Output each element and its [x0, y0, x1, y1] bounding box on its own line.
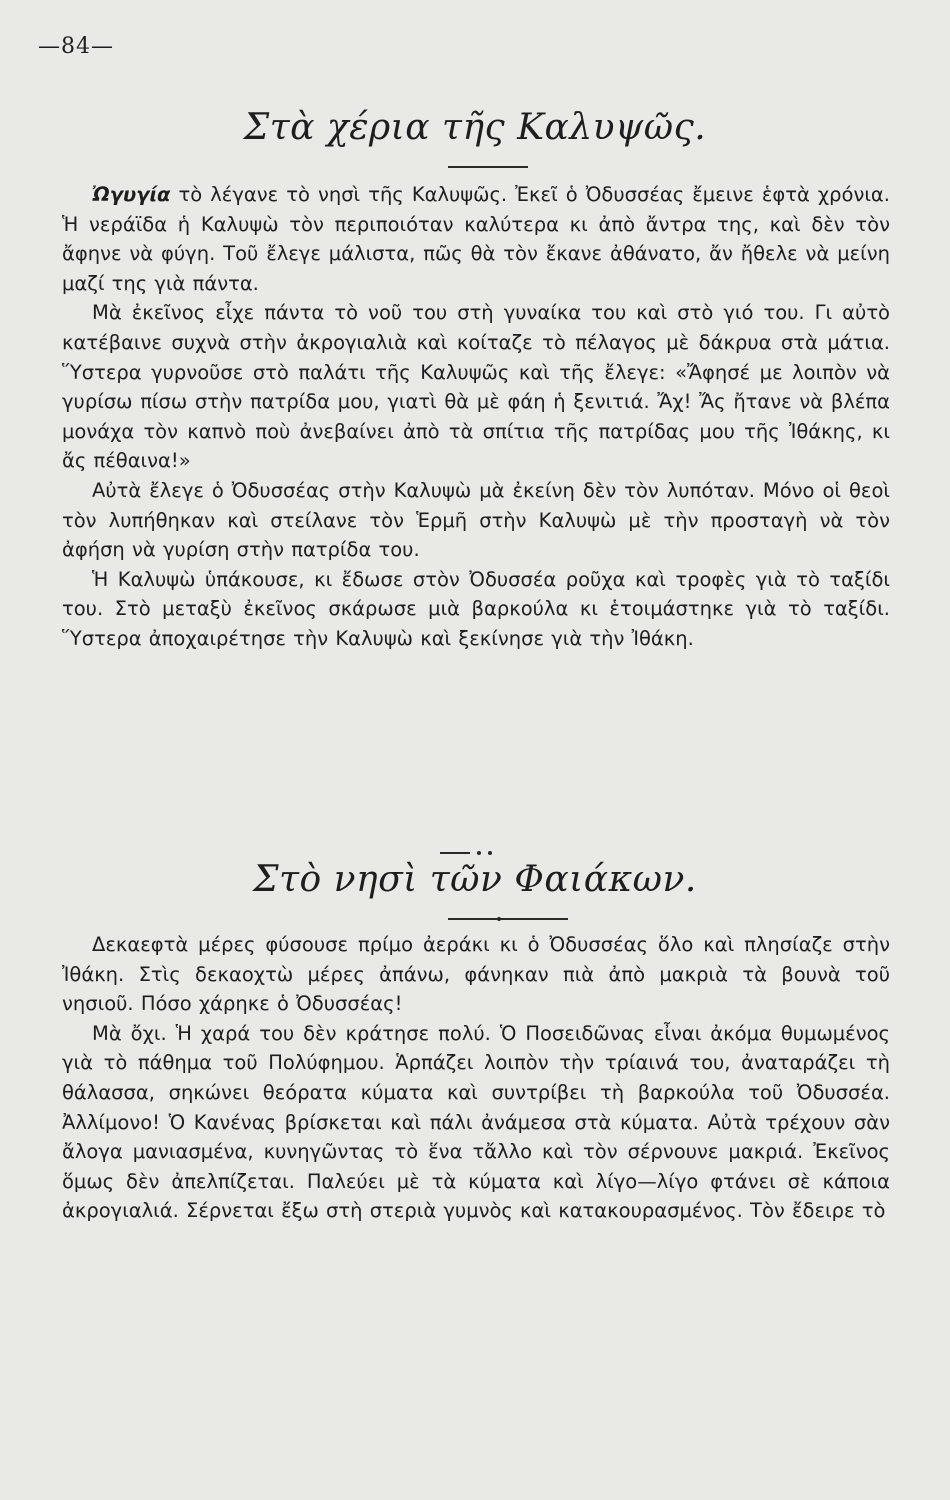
paragraph-text: Μὰ ἐκεῖνος εἶχε πάντα τὸ νοῦ του στὴ γυναίκα του καὶ στὸ γιό του. Γι αὐτὸ κατέβαινε συχνὰ στὴν ἀκρογιαλιὰ καὶ κοίταζε τὸ πέλαγος μὲ δάκρυα στὰ μάτια. Ὕστερα γυρνοῦσε στὸ παλάτι τῆς Καλυψῶς καὶ τῆς ἔλεγε: «Ἄφησέ με λοιπὸν νὰ γυρίσω πίσω στὴν πατρίδα μου, γιατὶ θὰ μὲ φάη ἡ ξενιτιά. Ἄχ! Ἄς ἤτανε νὰ βλέπα μονάχα τὸν καπνὸ ποὺ ἀνεβαίνει ἀπὸ τὰ σπίτια τῆς πατρίδας μου τῆς Ἰθάκης, κι ἄς πέθαινα!» [62, 301, 890, 473]
paragraph [62, 565, 890, 654]
paragraph [62, 930, 890, 1019]
section-calypso-body [62, 180, 890, 654]
section-heading-phaeacians: Στὸ νησὶ τῶν Φαιάκων. [253, 859, 697, 900]
section-phaeacians-body [62, 930, 890, 1226]
paragraph [62, 1019, 890, 1226]
lead-word: Ὠγυγία [92, 183, 171, 206]
section-heading-calypso: Στὰ χέρια τῆς Καλυψῶς. [243, 107, 707, 148]
paragraph [62, 476, 890, 565]
heading-underline-rule [448, 166, 528, 168]
paragraph-text: Μὰ ὄχι. Ἡ χαρά του δὲν κράτησε πολύ. Ὁ Ποσειδῶνας εἶναι ἀκόμα θυμωμένος γιὰ τὸ πάθημα τοῦ Πολύφημου. Ἁρπάζει λοιπὸν τὴν τρίαινά του, ἀναταράζει τὴ θάλασσα, σηκώνει θεόρατα κύματα καὶ συντρίβει τὴ βαρκούλα τοῦ Ὀδυσσέα. Ἀλλίμονο! Ὁ Κανένας βρίσκεται καὶ πάλι ἀνάμεσα στὰ κύματα. Αὐτὰ τρέχουν σὰν ἄλογα μανιασμένα, κυνηγῶντας τὸ ἕνα τἄλλο καὶ τὸν σέρνουνε μακριά. Ἐκεῖνος ὅμως δὲν ἀπελπίζεται. Παλεύει μὲ τὰ κύματα καὶ λίγο—λίγο φτάνει σὲ κάποια ἀκρογιαλιά. Σέρνεται ἔξω στὴ στεριὰ γυμνὸς καὶ κατακουρασμένος. Τὸν ἔδειρε τὸ [62, 1021, 890, 1223]
paragraph-text: τὸ λέγανε τὸ νησὶ τῆς Καλυψῶς. Ἐκεῖ ὁ Ὀδυσσέας ἔμεινε ἑφτὰ χρόνια. Ἡ νεράϊδα ἡ Καλυψὼ τὸν περιποιόταν καλύτερα κι ἀπὸ ἄντρα της, καὶ δὲν τὸν ἄφηνε νὰ φύγη. Τοῦ ἔλεγε μάλιστα, πῶς θὰ τὸν ἔκανε ἀθάνατο, ἄν ἤθελε νὰ μείνη μαζί της γιὰ πάντα. [62, 183, 890, 295]
paragraph [62, 298, 890, 476]
heading-underline-rule [448, 918, 568, 920]
section-separator-rule [440, 852, 470, 854]
page-number: —84— [38, 34, 114, 59]
paragraph-text: Δεκαεφτὰ μέρες φύσουσε πρίμο ἀεράκι κι ὁ Ὀδυσσέας ὅλο καὶ πλησίαζε στὴν Ἰθάκη. Στὶς δεκαοχτὼ μέρες ἀπάνω, φάνηκαν πιὰ ἀπὸ μακριὰ τὰ βουνὰ τοῦ νησιοῦ. Πόσο χάρηκε ὁ Ὀδυσσέας! [62, 933, 890, 1016]
separator-dot [488, 851, 492, 855]
paragraph-text: Ἡ Καλυψὼ ὑπάκουσε, κι ἔδωσε στὸν Ὀδυσσέα ροῦχα καὶ τροφὲς γιὰ τὸ ταξίδι του. Στὸ μεταξὺ ἐκεῖνος σκάρωσε μιὰ βαρκούλα κι ἑτοιμάστηκε γιὰ τὸ ταξίδι. Ὕστερα ἀποχαιρέτησε τὴν Καλυψὼ καὶ ξεκίνησε γιὰ τὴν Ἰθάκη. [62, 567, 890, 650]
paragraph [62, 180, 890, 298]
underline-dot [497, 917, 501, 921]
paragraph-text: Αὐτὰ ἔλεγε ὁ Ὀδυσσέας στὴν Καλυψὼ μὰ ἐκείνη δὲν τὸν λυπόταν. Μόνο οἱ θεοὶ τὸν λυπήθηκαν καὶ στείλανε τὸν Ἑρμῆ στὴν Καλυψὼ μὲ τὴν προσταγὴ νὰ τὸν ἀφήση νὰ γυρίση στὴν πατρίδα του. [62, 478, 890, 562]
separator-dot [477, 851, 481, 855]
